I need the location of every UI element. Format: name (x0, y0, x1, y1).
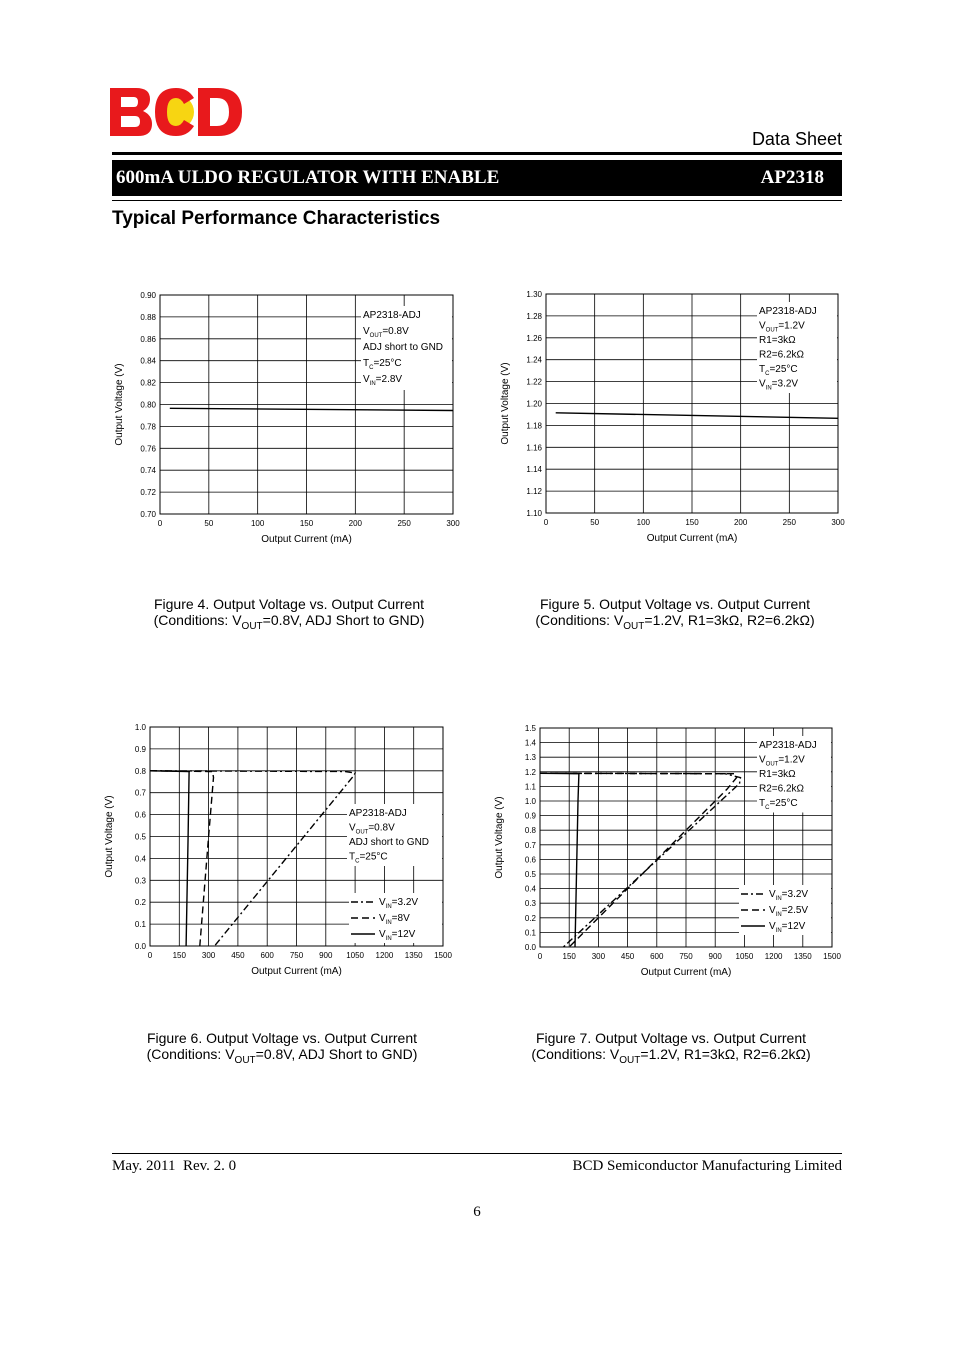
x-tick-label: 150 (299, 519, 314, 528)
x-tick-label: 250 (397, 519, 411, 528)
annotation-text: AP2318-ADJ (759, 306, 817, 317)
title-bar (112, 160, 842, 196)
x-tick-label: 200 (348, 519, 363, 528)
y-tick-label: 1.26 (526, 333, 542, 343)
company-logo (110, 88, 242, 136)
caption-line-1: Figure 5. Output Voltage vs. Output Current (539, 596, 811, 612)
annotation-text: AP2318-ADJ (363, 310, 421, 321)
document-type: Data Sheet (751, 129, 842, 149)
annotation-text: $T_C=25^\circ C$ (349, 851, 388, 865)
y-tick-label: 1.30 (526, 290, 542, 299)
chart-figure-7 (486, 713, 866, 993)
x-tick-label: 100 (250, 519, 265, 528)
annotation-text: $V_{OUT}=0.8V$ (349, 822, 395, 836)
y-tick-label: 1.0 (524, 797, 536, 806)
chart-figure-6 (100, 712, 480, 992)
y-tick-label: 0.7 (524, 840, 536, 850)
y-tick-label: 0.3 (134, 876, 146, 886)
x-tick-label: 300 (831, 518, 845, 527)
y-tick-label: 0.6 (524, 855, 536, 865)
series-line-3 (540, 773, 579, 947)
y-tick-label: 1.2 (524, 767, 536, 777)
x-tick-label: 50 (590, 518, 600, 527)
caption-line-1: Figure 7. Output Voltage vs. Output Current (535, 1030, 807, 1046)
part-number: AP2318 (760, 167, 824, 188)
annotation-text: R2=6.2kΩ (759, 349, 804, 361)
caption-line-2: (Conditions: $V_{OUT}=1.2V$, R1=3kΩ, R2=6.2kΩ) (535, 612, 815, 632)
annotation-text: $V_{OUT}=1.2V$ (759, 754, 805, 768)
y-tick-label: 0.88 (140, 312, 156, 322)
y-tick-label: 1.1 (524, 782, 536, 792)
y-tick-label: 0.70 (140, 510, 156, 519)
annotation-text: R2=6.2kΩ (759, 783, 804, 795)
y-tick-label: 1.22 (526, 377, 542, 387)
x-tick-label: 450 (620, 952, 635, 961)
caption-line-1: Figure 4. Output Voltage vs. Output Current (153, 596, 425, 612)
logo-letter-b (110, 88, 152, 136)
annotation-text: $T_C=25^\circ C$ (759, 364, 798, 377)
legend-label: $V_{IN}=3.2V$ (769, 889, 809, 902)
x-tick-label: 300 (446, 519, 460, 528)
y-tick-label: 0.9 (134, 744, 146, 754)
series-line-1 (556, 413, 838, 419)
x-tick-label: 900 (319, 951, 333, 960)
y-tick-label: 1.14 (526, 465, 542, 475)
x-tick-label: 1200 (375, 951, 394, 960)
caption-line-2: (Conditions: $V_{OUT}=0.8V$, ADJ Short to GND) (146, 1046, 418, 1066)
x-tick-label: 150 (172, 951, 186, 960)
x-tick-label: 600 (650, 952, 664, 961)
y-tick-label: 0.3 (524, 899, 536, 909)
y-tick-label: 0.8 (134, 766, 146, 776)
figure-caption-7 (481, 1030, 861, 1066)
title-underrule (112, 200, 842, 201)
header-rule (112, 152, 842, 155)
y-tick-label: 0.84 (140, 356, 156, 366)
y-tick-label: 0.74 (140, 466, 156, 476)
x-tick-label: 50 (204, 519, 214, 528)
y-axis-label: Output Voltage (V) (114, 363, 125, 446)
annotation-text: $V_{IN}=3.2V$ (759, 378, 799, 392)
y-tick-label: 1.5 (524, 724, 536, 733)
annotation-text: $T_C=25^\circ C$ (363, 358, 402, 371)
y-tick-label: 0.82 (140, 378, 156, 388)
y-tick-label: 0.4 (134, 854, 146, 864)
x-tick-label: 0 (537, 952, 543, 961)
x-tick-label: 0 (157, 519, 163, 528)
footer-rule (112, 1153, 842, 1154)
y-tick-label: 1.12 (526, 487, 542, 497)
x-tick-label: 1500 (434, 951, 452, 960)
footer-date-revision: May. 2011 Rev. 2. 0 (112, 1158, 237, 1174)
x-tick-label: 250 (782, 518, 797, 527)
figure-caption-5 (485, 596, 865, 632)
x-tick-label: 150 (562, 952, 576, 961)
legend-label: $V_{IN}=12V$ (379, 929, 416, 942)
y-tick-label: 1.18 (526, 421, 542, 431)
y-tick-label: 1.10 (526, 509, 542, 518)
y-axis-label: Output Voltage (V) (494, 796, 505, 879)
legend-label: $V_{IN}=8V$ (379, 913, 410, 926)
y-axis-label: Output Voltage (V) (500, 362, 511, 445)
annotation-text: R1=3kΩ (759, 335, 796, 346)
y-tick-label: 0.5 (524, 870, 536, 879)
y-tick-label: 1.4 (524, 738, 536, 748)
x-tick-label: 200 (733, 518, 748, 527)
y-tick-label: 0.4 (524, 884, 536, 894)
x-tick-label: 1050 (735, 952, 754, 961)
y-tick-label: 0.80 (140, 400, 156, 410)
caption-line-2: (Conditions: $V_{OUT}=0.8V$, ADJ Short to GND) (153, 612, 425, 632)
annotation-text: R1=3kΩ (759, 769, 796, 780)
chart-figure-4 (100, 280, 480, 560)
x-tick-label: 0 (543, 518, 549, 527)
annotation-text: $V_{OUT}=0.8V$ (363, 326, 409, 339)
x-tick-label: 1050 (346, 951, 364, 960)
y-tick-label: 0.90 (140, 291, 156, 300)
y-tick-label: 0.0 (134, 942, 146, 951)
x-tick-label: 1200 (764, 952, 783, 961)
y-tick-label: 0.1 (134, 920, 146, 930)
document-title: 600mA ULDO REGULATOR WITH ENABLE (116, 167, 500, 188)
page-number: 6 (473, 1204, 481, 1220)
y-tick-label: 0.2 (134, 898, 146, 908)
chart-figure-5 (486, 279, 866, 559)
x-tick-label: 0 (147, 951, 153, 960)
section-title: Typical Performance Characteristics (112, 208, 441, 229)
x-tick-label: 1500 (823, 952, 841, 961)
y-tick-label: 1.0 (134, 723, 146, 732)
x-tick-label: 600 (260, 951, 274, 960)
y-tick-label: 0.5 (134, 832, 146, 842)
caption-line-1: Figure 6. Output Voltage vs. Output Current (146, 1030, 418, 1046)
y-tick-label: 0.86 (140, 334, 156, 344)
legend-label: $V_{IN}=3.2V$ (379, 897, 419, 910)
y-tick-label: 0.7 (134, 788, 146, 798)
x-tick-label: 300 (591, 952, 606, 961)
y-tick-label: 0.72 (140, 488, 156, 498)
y-tick-label: 1.16 (526, 443, 542, 453)
x-axis-label: Output Current (mA) (251, 966, 342, 977)
x-tick-label: 300 (201, 951, 216, 960)
figure-caption-6 (92, 1030, 472, 1066)
x-tick-label: 100 (636, 518, 651, 527)
x-tick-label: 750 (289, 951, 304, 960)
figure-caption-4 (99, 596, 479, 632)
y-tick-label: 0.1 (524, 928, 536, 938)
y-tick-label: 1.24 (526, 355, 542, 365)
x-tick-label: 1350 (793, 952, 812, 961)
x-tick-label: 750 (679, 952, 693, 961)
series-line-1 (540, 773, 741, 947)
annotation-text: $V_{IN}=2.8V$ (363, 374, 403, 387)
legend-label: $V_{IN}=2.5V$ (769, 905, 809, 918)
y-tick-label: 1.20 (526, 399, 542, 409)
legend-label: $V_{IN}=12V$ (769, 921, 806, 934)
footer-company: BCD Semiconductor Manufacturing Limited (572, 1158, 842, 1174)
y-tick-label: 0.0 (524, 943, 536, 952)
y-tick-label: 0.78 (140, 422, 156, 432)
y-tick-label: 0.2 (524, 913, 536, 923)
y-tick-label: 0.76 (140, 444, 156, 454)
x-tick-label: 150 (685, 518, 699, 527)
x-axis-label: Output Current (mA) (640, 967, 732, 978)
annotation-text: $T_C=25^\circ C$ (759, 798, 798, 811)
annotation-text: $V_{OUT}=1.2V$ (759, 320, 805, 334)
y-tick-label: 1.3 (524, 753, 536, 763)
x-axis-label: Output Current (mA) (261, 534, 352, 545)
y-tick-label: 0.8 (524, 826, 536, 836)
x-tick-label: 1350 (404, 951, 423, 960)
series-line-1 (170, 408, 453, 410)
annotation-text: AP2318-ADJ (759, 740, 817, 751)
logo-letter-d (198, 88, 242, 136)
y-tick-label: 1.28 (526, 311, 542, 321)
y-axis-label: Output Voltage (V) (104, 795, 115, 878)
annotation-text: ADJ short to GND (363, 342, 444, 353)
y-tick-label: 0.9 (524, 811, 536, 821)
annotation-text: AP2318-ADJ (349, 808, 407, 819)
caption-line-2: (Conditions: $V_{OUT}=1.2V$, R1=3kΩ, R2=6.2kΩ) (531, 1046, 811, 1066)
y-tick-label: 0.6 (134, 810, 146, 820)
annotation-text: ADJ short to GND (349, 837, 430, 848)
x-axis-label: Output Current (mA) (646, 533, 738, 544)
x-tick-label: 900 (708, 952, 722, 961)
x-tick-label: 450 (231, 951, 245, 960)
